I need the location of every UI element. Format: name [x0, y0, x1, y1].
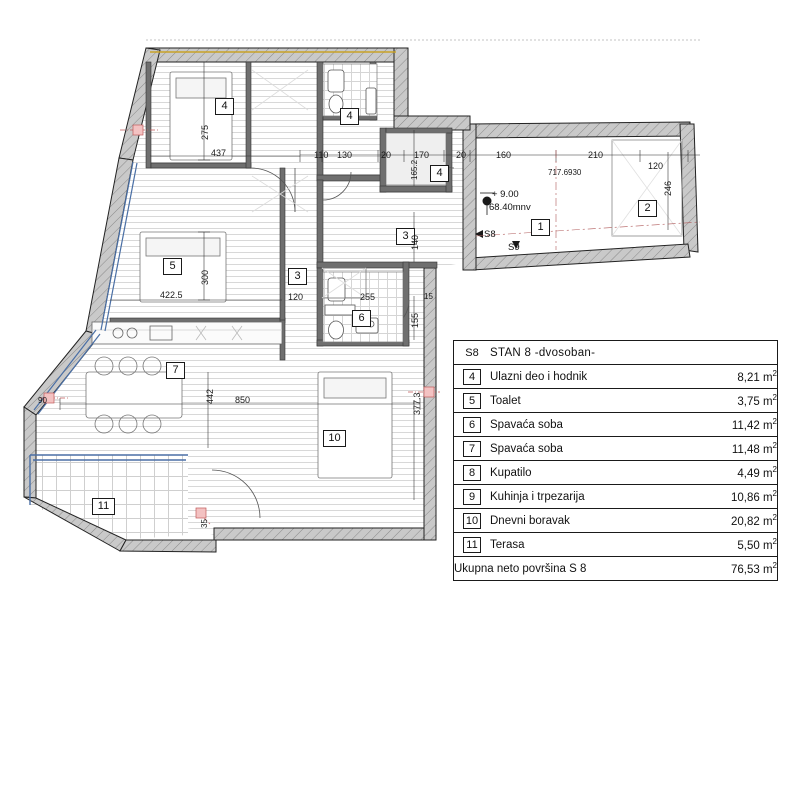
- dim-130: 130: [337, 150, 353, 160]
- legend-row-number: 6: [463, 417, 481, 433]
- legend-row-area-unit: 2: [772, 465, 777, 475]
- legend-row-name: Dnevni boravak: [490, 514, 570, 527]
- legend-total-area: [634, 557, 778, 581]
- room-number-4b: 3: [396, 228, 415, 245]
- legend-row-area: [634, 485, 778, 509]
- legend-row-area-unit: 2: [772, 441, 777, 451]
- legend-row-area-value: 11,42 m: [731, 419, 773, 432]
- dim-170: 170: [414, 150, 430, 160]
- dim-90: 90: [38, 396, 47, 405]
- apartment-area-legend: [453, 340, 778, 581]
- dim-20a: 20: [381, 150, 392, 160]
- legend-row-area: [634, 509, 778, 533]
- kitchen-fittings: [92, 322, 282, 344]
- dim-300: 300: [200, 269, 210, 285]
- dim-110: 110: [314, 150, 329, 160]
- legend-row-area: [634, 413, 778, 437]
- level-note-elevation: + 9.00: [492, 189, 519, 200]
- legend-row: [454, 461, 777, 485]
- legend-row-name: Kupatilo: [490, 466, 532, 479]
- room-number-7: 5: [163, 258, 182, 275]
- legend-row-area-value: 3,75 m: [737, 395, 773, 408]
- legend-row-number: 8: [463, 465, 481, 481]
- dim-422-5: 422.5: [160, 290, 183, 300]
- legend-total-label: Ukupna neto površina S 8: [454, 562, 587, 575]
- legend-row-area-value: 4,49 m: [737, 467, 773, 480]
- legend-row: [454, 389, 777, 413]
- legend-row: [454, 365, 777, 389]
- room-number-3: 4: [430, 165, 449, 182]
- dim-140: 140: [410, 234, 420, 250]
- dim-35: 35: [200, 519, 209, 528]
- room-number-2: 2: [638, 200, 657, 217]
- legend-row-area-value: 5,50 m: [737, 539, 773, 552]
- apartment-tag-s8: S8: [484, 229, 496, 240]
- legend-row-name: Terasa: [490, 538, 525, 551]
- legend-row-number: 9: [463, 489, 481, 505]
- legend-row-area-unit: 2: [772, 417, 777, 427]
- legend-total-area-value: 76,53 m: [730, 563, 773, 576]
- legend-row-area-unit: 2: [772, 369, 777, 379]
- legend-row-area: [634, 461, 778, 485]
- legend-row: [454, 509, 777, 533]
- legend-row-area: [634, 389, 778, 413]
- room-number-4a: 3: [288, 268, 307, 285]
- legend-row-number: 5: [463, 393, 481, 409]
- legend-row-number: 4: [463, 369, 481, 385]
- dim-15: 15: [424, 292, 433, 301]
- legend-row-area: [634, 437, 778, 461]
- legend-row-area-value: 8,21 m: [737, 371, 773, 384]
- legend-row-name: Kuhinja i trpezarija: [490, 490, 585, 503]
- room-number-10: 10: [323, 430, 346, 447]
- legend-row-area: [634, 365, 778, 389]
- legend-row-name: Spavaća soba: [490, 442, 563, 455]
- legend-row-number: 10: [463, 513, 481, 529]
- legend-header-row: [454, 341, 777, 365]
- dim-850: 850: [235, 395, 251, 405]
- legend-row-area-value: 10,86 m: [730, 491, 773, 504]
- apartment-tag-s9: S9: [508, 242, 520, 253]
- legend-title: STAN 8 -dvosoban-: [490, 346, 596, 359]
- room-number-8: 6: [352, 310, 371, 327]
- legend-row-area-value: 20,82 m: [730, 515, 773, 528]
- legend-row: [454, 413, 777, 437]
- legend-row: [454, 485, 777, 509]
- dim-275: 275: [200, 124, 210, 140]
- room-number-1: 1: [531, 219, 550, 236]
- dim-20b: 20: [456, 150, 467, 160]
- dim-160: 160: [496, 150, 512, 160]
- dim-442: 442: [205, 388, 215, 404]
- dim-120b: 120: [648, 161, 664, 171]
- dim-246: 246: [663, 180, 673, 196]
- legend-total-area-unit: 2: [772, 561, 777, 571]
- dim-165-2: 165.2: [410, 159, 419, 180]
- legend-row-area-unit: 2: [772, 489, 777, 499]
- legend-row-number: 11: [463, 537, 481, 553]
- legend-row-area-value: 11,48 m: [731, 443, 773, 456]
- room-number-6: 4: [215, 98, 234, 115]
- dim-155: 155: [410, 312, 420, 328]
- legend-row-area-unit: 2: [772, 393, 777, 403]
- dim-437: 437: [211, 148, 227, 158]
- legend-row-area-unit: 2: [772, 513, 777, 523]
- dim-255: 255: [360, 292, 376, 302]
- legend-code: S8: [465, 346, 479, 359]
- legend-row: [454, 437, 777, 461]
- level-note-absolute: 68.40mnv: [489, 202, 531, 213]
- legend-row-name: Spavaća soba: [490, 418, 563, 431]
- dim-717-6930: 717.6930: [548, 168, 582, 177]
- room-number-9: 7: [166, 362, 185, 379]
- legend-row-name: Toalet: [490, 394, 521, 407]
- room-number-11: 11: [92, 498, 115, 515]
- legend-code-cell: [454, 341, 490, 365]
- legend-total-row: [454, 557, 777, 581]
- legend-row: [454, 533, 777, 557]
- legend-row-name: Ulazni deo i hodnik: [490, 370, 588, 383]
- legend-row-area: [634, 533, 778, 557]
- dim-377-3: 377.3: [412, 392, 422, 415]
- legend-row-number: 7: [463, 441, 481, 457]
- room-number-5: 4: [340, 108, 359, 125]
- dim-210: 210: [588, 150, 604, 160]
- dim-120: 120: [288, 292, 304, 302]
- legend-row-area-unit: 2: [772, 537, 777, 547]
